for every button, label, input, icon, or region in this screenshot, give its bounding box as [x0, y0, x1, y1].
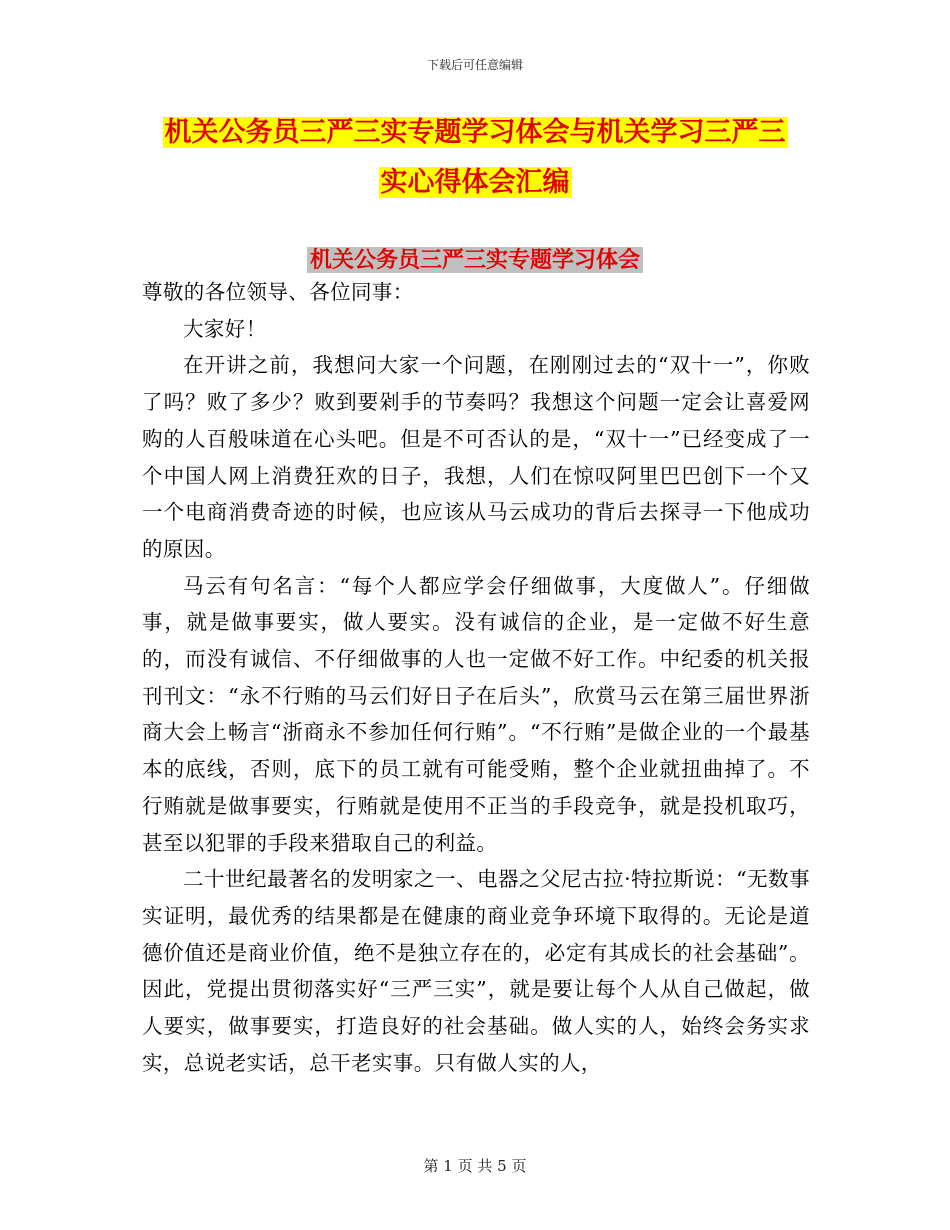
section-title: [0, 245, 950, 275]
paragraph-3: 二十世纪最著名的发明家之一、电器之父尼古拉·特拉斯说：“无数事实证明，最优秀的结果都是在健康的商业竞争环境下取得的。无论是道德价值还是商业价值，绝不是独立存在的，必定有其成长的社会基础”。因此，党提出贯彻落实好“三严三实”，就是要让每个人从自己做起，做人要实，做事要实，打造良好的社会基础。做人实的人，始终会务实求实，总说老实话，总干老实事。只有做人实的人，: [142, 867, 810, 1075]
paragraph-2: 马云有句名言：“每个人都应学会仔细做事，大度做人”。仔细做事，就是做事要实，做人要实。没有诚信的企业，是一定做不好生意的，而没有诚信、不仔细做事的人也一定做不好工作。中纪委的机关报刊刊文：“永不行贿的马云们好日子在后头”，欣赏马云在第三届世界浙商大会上畅言“浙商永不参加任何行贿”。“不行贿”是做企业的一个最基本的底线，否则，底下的员工就有可能受贿，整个企业就扭曲掉了。不行贿就是做事要实，行贿就是使用不正当的手段竞争，就是投机取巧，甚至以犯罪的手段来猎取自己的利益。: [142, 573, 810, 855]
page-footer: 第 1 页 共 5 页: [423, 1157, 527, 1175]
document-title: [140, 108, 810, 208]
title-line-1: 机关公务员三严三实专题学习体会与机关学习三严三: [164, 117, 786, 148]
document-body: [142, 274, 810, 1081]
salutation: 尊敬的各位领导、各位同事：: [142, 280, 414, 304]
title-line-2: 实心得体会汇编: [380, 167, 570, 198]
section-title-text: 机关公务员三严三实专题学习体会: [307, 247, 643, 273]
page-header: 下载后可任意编辑: [426, 58, 523, 72]
paragraph-1: 在开讲之前，我想问大家一个问题，在刚刚过去的“双十一”，你败了吗？败了多少？败到要剁手的节奏吗？我想这个问题一定会让喜爱网购的人百般味道在心头吧。但是不可否认的是，“双十一”已经变成了一个中国人网上消费狂欢的日子，我想，人们在惊叹阿里巴巴创下一个又一个电商消费奇迹的时候，也应该从马云成功的背后去探寻一下他成功的原因。: [142, 353, 810, 561]
greeting: 大家好！: [183, 316, 267, 341]
